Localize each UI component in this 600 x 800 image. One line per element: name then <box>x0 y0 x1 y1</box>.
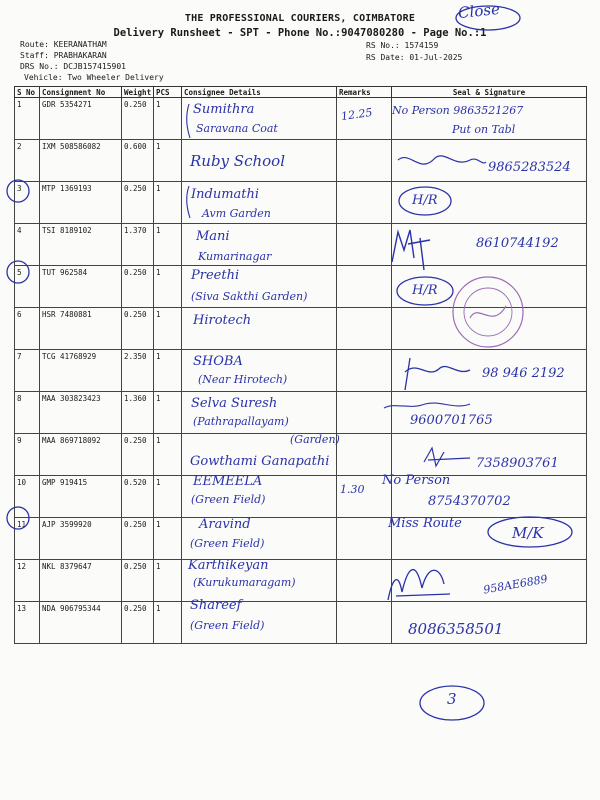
close-circle <box>456 6 520 30</box>
r1-bracket <box>187 104 190 138</box>
weight-cell: 0.250 <box>122 602 154 644</box>
r7-signature-scribble <box>405 358 470 390</box>
drs-value: DCJB157415901 <box>63 62 126 71</box>
pcs-cell: 1 <box>154 182 182 224</box>
r4-consignee-address: Kumarinagar <box>198 250 272 263</box>
rs-no-label: RS No.: <box>366 41 400 50</box>
sno-cell: 6 <box>15 308 40 350</box>
r2-consignee-name: Ruby School <box>190 152 285 170</box>
staff-value: PRABHAKARAN <box>53 51 107 60</box>
r10-signature: No Person <box>382 473 451 488</box>
row5-number-circle <box>7 261 29 283</box>
r1-remark: 12.25 <box>340 105 374 124</box>
sno-cell: 8 <box>15 392 40 434</box>
close-note: Close <box>457 0 501 23</box>
pcs-cell: 1 <box>154 140 182 182</box>
consignment-cell: AJP 3599920 <box>40 518 122 560</box>
sno-cell: 13 <box>15 602 40 644</box>
consignment-cell: TCG 41768929 <box>40 350 122 392</box>
r1-consignee-address: Saravana Coat <box>196 122 278 135</box>
consignment-cell: GDR 5354271 <box>40 98 122 140</box>
route-value: KEERANATHAM <box>53 40 107 49</box>
runsheet-title: Delivery Runsheet - SPT - Phone No.:9047080280 - Page No.:1 <box>113 27 487 39</box>
weight-cell: 0.600 <box>122 140 154 182</box>
weight-cell: 0.250 <box>122 308 154 350</box>
pcs-cell: 1 <box>154 308 182 350</box>
r13-signature: 8086358501 <box>408 620 504 638</box>
vehicle-label: Vehicle: <box>24 73 63 82</box>
weight-cell: 0.250 <box>122 98 154 140</box>
r5-status-mark: H/R <box>412 283 438 298</box>
r8-consignee-address: (Pathrapallayam) <box>193 415 289 428</box>
col-header-seal: Seal & Signature <box>392 87 587 98</box>
r11-consignee-address: (Green Field) <box>190 537 265 550</box>
r9-consignee-address: (Garden) <box>290 433 340 446</box>
consignment-cell: MTP 1369193 <box>40 182 122 224</box>
col-header-remarks: Remarks <box>337 87 392 98</box>
r3-bracket <box>187 186 190 218</box>
consignment-cell: MAA 303823423 <box>40 392 122 434</box>
rs-date-value: 01-Jul-2025 <box>409 53 463 62</box>
sno-cell: 1 <box>15 98 40 140</box>
consignment-cell: IXM 508586082 <box>40 140 122 182</box>
r5-hr-circle <box>397 277 453 305</box>
r1-signature-note: Put on Tabl <box>452 123 516 136</box>
sno-cell: 2 <box>15 140 40 182</box>
r3-hr-circle <box>399 187 451 215</box>
sno-cell: 10 <box>15 476 40 518</box>
rs-no-value: 1574159 <box>404 41 439 50</box>
pcs-cell: 1 <box>154 476 182 518</box>
r2-signature-scribble <box>398 156 486 164</box>
r4-signature-scribble <box>392 230 430 270</box>
r12-consignee-address: (Kurukumaragam) <box>193 576 296 589</box>
pcs-cell: 1 <box>154 434 182 476</box>
col-header-weight: Weight <box>122 87 154 98</box>
r10-signature-number: 8754370702 <box>428 494 511 509</box>
r3-consignee-name: Indumathi <box>191 187 260 202</box>
r8-signature: 9600701765 <box>410 413 493 428</box>
r9-consignee-name: Gowthami Ganapathi <box>190 454 330 469</box>
row3-number-circle <box>7 180 29 202</box>
col-header-consignment: Consignment No <box>40 87 122 98</box>
r11-mk-circle <box>488 517 572 547</box>
r7-consignee-name: SHOBA <box>193 354 243 369</box>
weight-cell: 2.350 <box>122 350 154 392</box>
r3-status-mark: H/R <box>412 193 438 208</box>
page-count-mark: 3 <box>447 690 457 708</box>
r5-consignee-name: Preethi <box>191 268 240 283</box>
r12-consignee-name: Karthikeyan <box>188 558 269 573</box>
sno-cell: 11 <box>15 518 40 560</box>
r8-consignee-name: Selva Suresh <box>191 396 278 411</box>
pcs-cell: 1 <box>154 224 182 266</box>
staff-label: Staff: <box>20 51 49 60</box>
pcs-cell: 1 <box>154 392 182 434</box>
r3-consignee-address: Avm Garden <box>202 207 271 220</box>
sno-cell: 7 <box>15 350 40 392</box>
r5-consignee-address: (Siva Sakthi Garden) <box>191 290 308 303</box>
pcs-cell: 1 <box>154 350 182 392</box>
sno-cell: 9 <box>15 434 40 476</box>
pcs-cell: 1 <box>154 266 182 308</box>
weight-cell: 0.250 <box>122 182 154 224</box>
r13-consignee-address: (Green Field) <box>190 619 265 632</box>
company-name: THE PROFESSIONAL COURIERS, COIMBATORE <box>184 13 416 24</box>
r8-signature-scribble <box>384 403 470 408</box>
r1-consignee-name: Sumithra <box>193 102 255 117</box>
sno-cell: 5 <box>15 266 40 308</box>
r6-consignee-name: Hirotech <box>193 313 252 328</box>
company-stamp <box>453 277 523 347</box>
sno-cell: 4 <box>15 224 40 266</box>
weight-cell: 0.520 <box>122 476 154 518</box>
r13-consignee-name: Shareef <box>190 598 242 613</box>
r12-signature: 958AE6889 <box>482 572 549 597</box>
col-header-sno: S No <box>15 87 40 98</box>
drs-label: DRS No.: <box>20 62 59 71</box>
pcs-cell: 1 <box>154 518 182 560</box>
r11-signature: Miss Route <box>388 516 462 531</box>
rs-date-label: RS Date: <box>366 53 405 62</box>
r4-consignee-name: Mani <box>196 229 230 244</box>
r2-signature: 9865283524 <box>488 160 571 175</box>
weight-cell: 0.250 <box>122 266 154 308</box>
weight-cell: 0.250 <box>122 560 154 602</box>
sno-cell: 3 <box>15 182 40 224</box>
vehicle-value: Two Wheeler Delivery <box>67 73 164 82</box>
consignment-cell: TUT 962584 <box>40 266 122 308</box>
r9-signature-scribble <box>424 448 470 466</box>
r9-signature: 7358903761 <box>476 456 559 471</box>
consignment-cell: NKL 8379647 <box>40 560 122 602</box>
r12-signature-scribble <box>388 570 450 600</box>
weight-cell: 0.250 <box>122 518 154 560</box>
weight-cell: 0.250 <box>122 434 154 476</box>
pcs-cell: 1 <box>154 98 182 140</box>
r10-consignee-address: (Green Field) <box>191 493 266 506</box>
r10-consignee-name: EEMEELA <box>193 474 263 489</box>
r7-signature: 98 946 2192 <box>482 366 565 381</box>
consignment-cell: TSI 8189102 <box>40 224 122 266</box>
r11-status-mark: M/K <box>512 524 544 542</box>
r10-remark: 1.30 <box>340 483 365 496</box>
pcs-cell: 1 <box>154 560 182 602</box>
page-count-circle <box>420 686 484 720</box>
consignment-cell: NDA 906795344 <box>40 602 122 644</box>
sno-cell: 12 <box>15 560 40 602</box>
row11-number-circle <box>7 507 29 529</box>
r7-consignee-address: (Near Hirotech) <box>198 373 288 386</box>
r1-signature: No Person 9863521267 <box>392 104 524 117</box>
route-label: Route: <box>20 40 49 49</box>
r11-consignee-name: Aravind <box>199 517 251 532</box>
pcs-cell: 1 <box>154 602 182 644</box>
col-header-consignee: Consignee Details <box>182 87 337 98</box>
weight-cell: 1.370 <box>122 224 154 266</box>
consignment-cell: GMP 919415 <box>40 476 122 518</box>
r4-signature: 8610744192 <box>476 236 559 251</box>
consignment-cell: MAA 869718092 <box>40 434 122 476</box>
consignment-cell: HSR 7480881 <box>40 308 122 350</box>
col-header-pcs: PCS <box>154 87 182 98</box>
weight-cell: 1.360 <box>122 392 154 434</box>
